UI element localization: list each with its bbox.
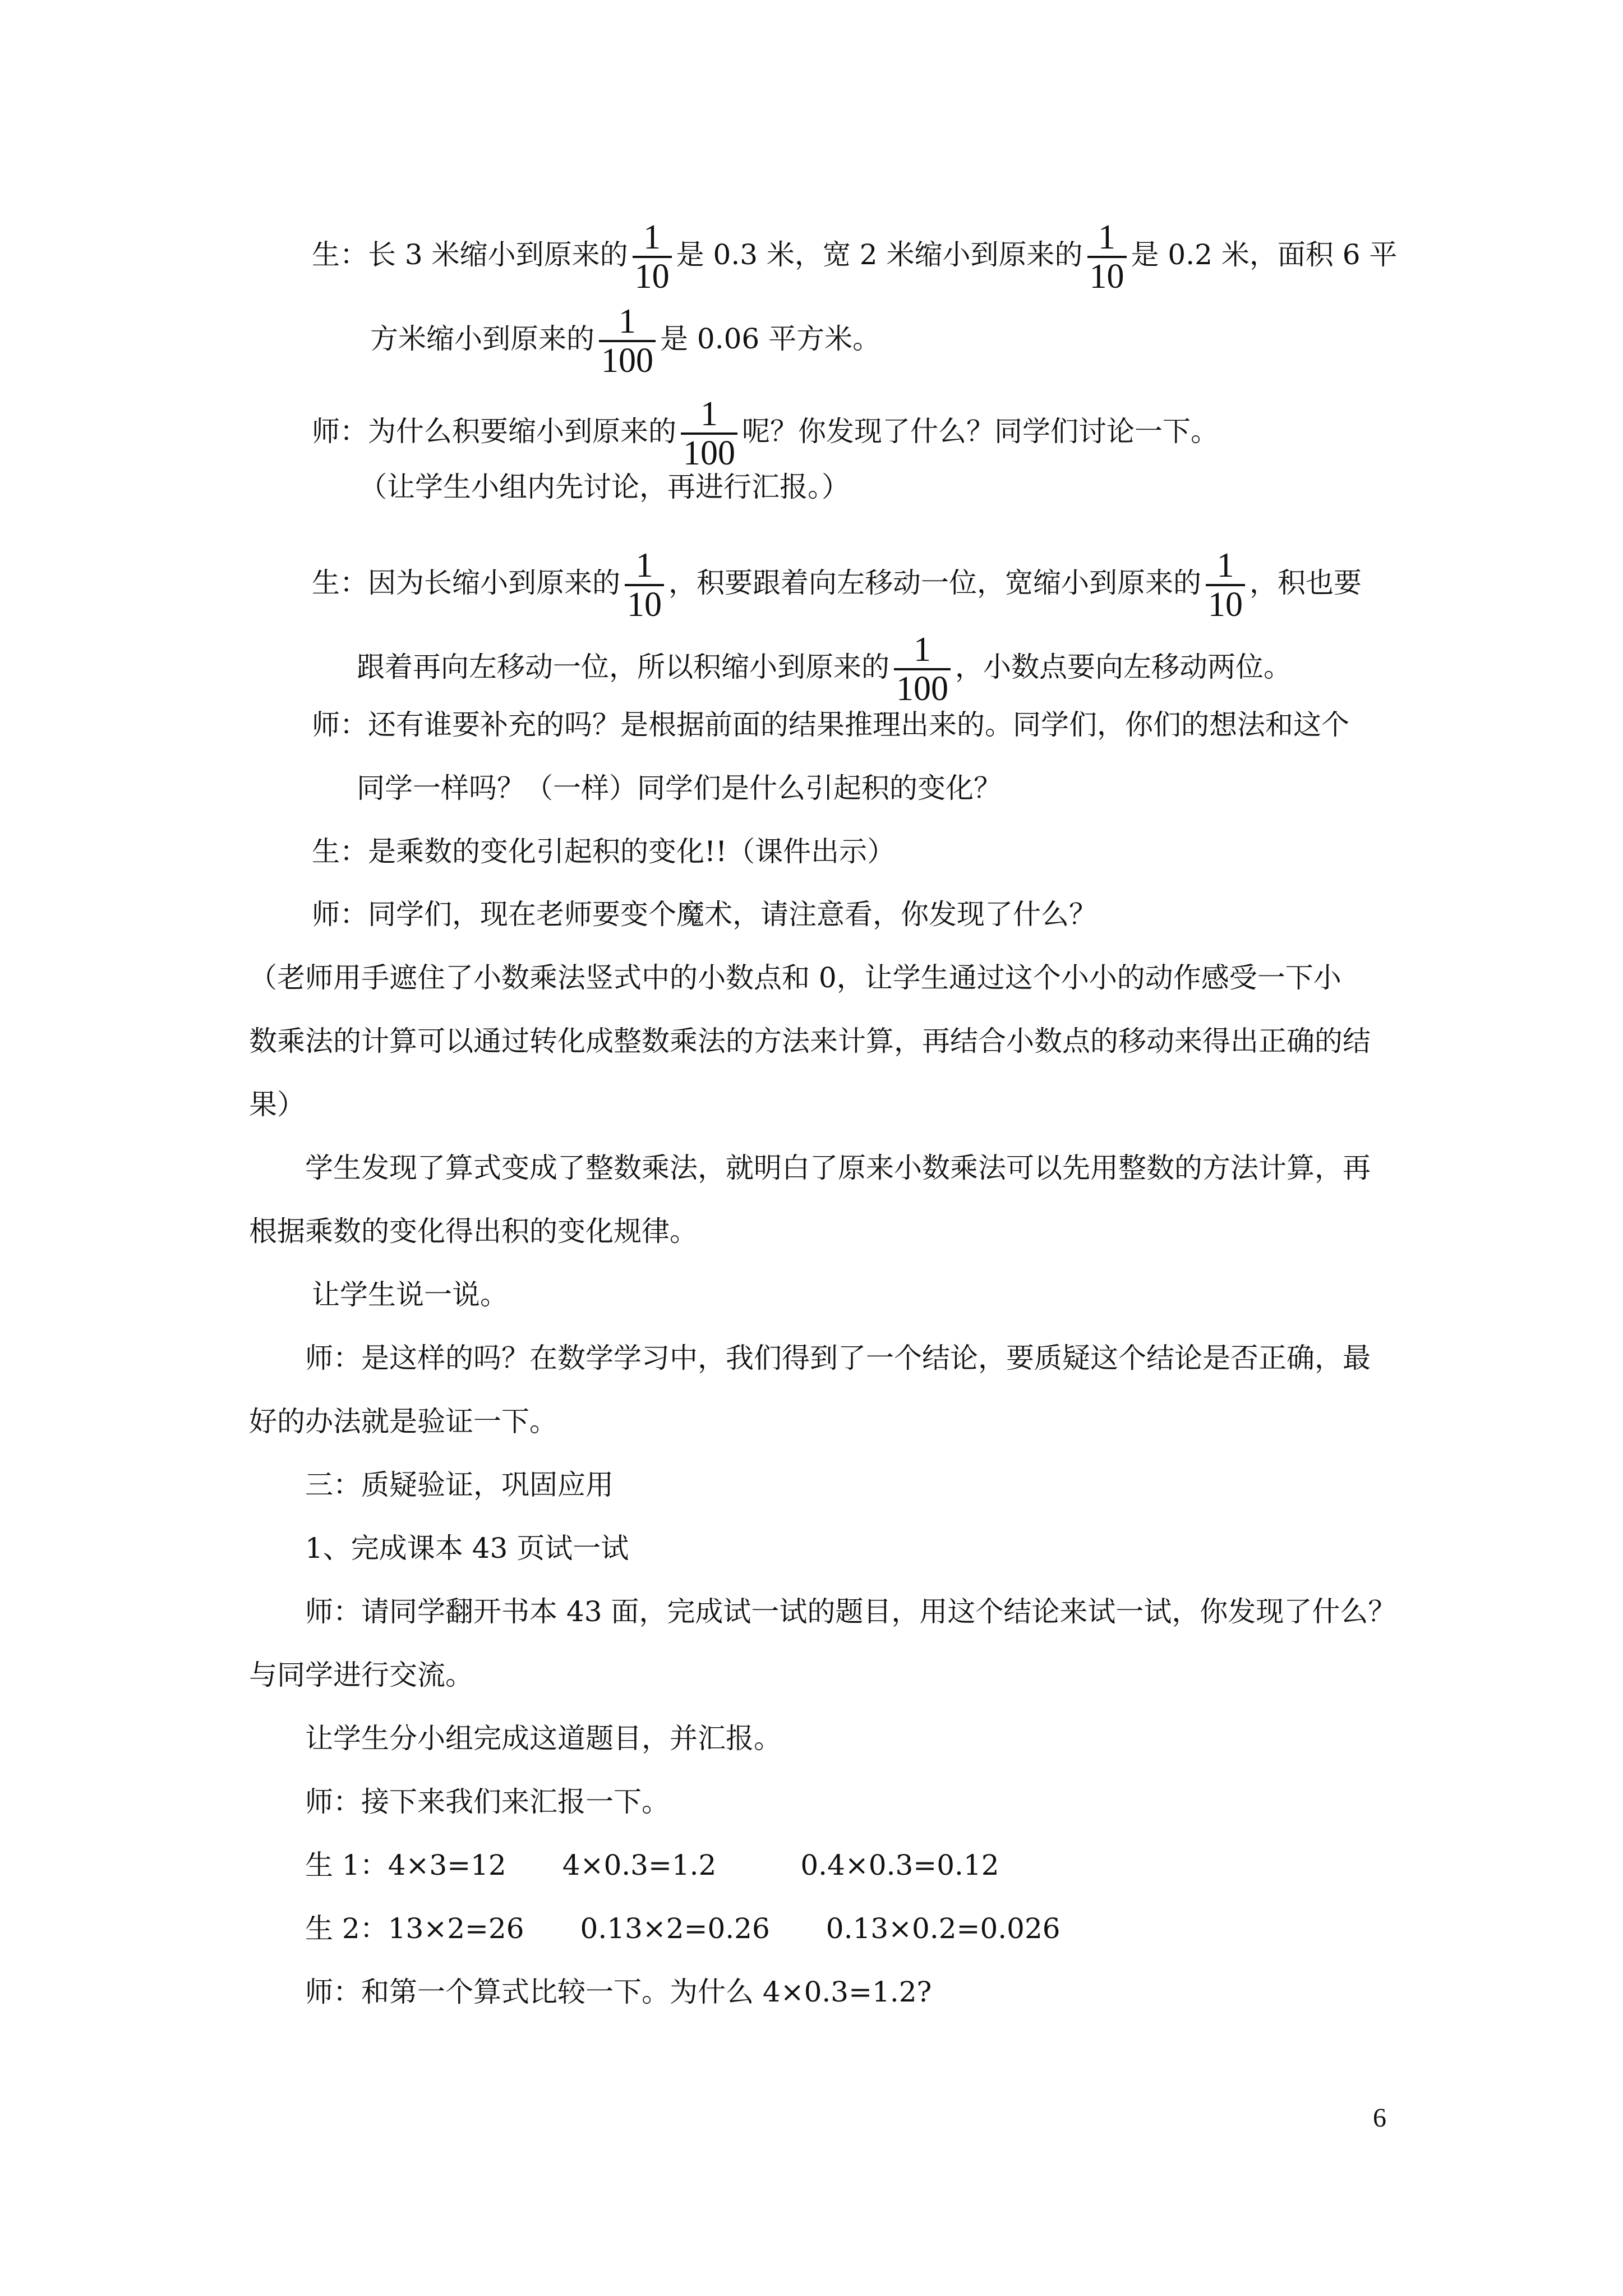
line-text: ，积也要 — [1249, 567, 1362, 599]
line-text: 师：接下来我们来汇报一下。 — [305, 1786, 670, 1818]
text-line — [312, 395, 1219, 472]
line-text: 生：长 3 米缩小到原来的 — [312, 238, 628, 271]
fraction: $\frac{1}{10}$ — [625, 547, 664, 623]
text-line — [357, 771, 1002, 805]
text-line — [249, 1024, 1371, 1058]
text-line — [305, 1785, 670, 1819]
line-text: 师：请同学翻开书本 43 面，完成试一试的题目，用这个结论来试一试，你发现了什么？ — [305, 1595, 1396, 1628]
line-text: 方米缩小到原来的 — [370, 323, 594, 355]
line-text: 师：还有谁要补充的吗？是根据前面的结果推理出来的。同学们，你们的想法和这个 — [312, 708, 1349, 741]
fraction: $\frac{1}{100}$ — [599, 303, 656, 379]
text-line — [305, 1468, 614, 1502]
line-text: 与同学进行交流。 — [249, 1659, 473, 1691]
line-text: 生 1：4×3=12 4×0.3=1.2 0.4×0.3=0.12 — [305, 1849, 999, 1881]
text-line — [305, 1975, 932, 2009]
line-text: 生 2：13×2=26 0.13×2=0.26 0.13×0.2=0.026 — [305, 1912, 1061, 1945]
text-line — [249, 1214, 698, 1248]
fraction: $\frac{1}{10}$ — [1206, 547, 1245, 623]
text-line — [312, 835, 895, 868]
text-line — [305, 1912, 1061, 1945]
text-line — [312, 708, 1349, 742]
line-text: 是 0.3 米，宽 2 米缩小到原来的 — [676, 238, 1083, 271]
line-text: 让学生分小组完成这道题目，并汇报。 — [305, 1722, 782, 1755]
line-text: 师：为什么积要缩小到原来的 — [312, 415, 676, 448]
text-line — [305, 1848, 999, 1882]
text-line — [312, 219, 1397, 295]
text-line — [249, 1088, 305, 1121]
line-text: 跟着再向左移动一位，所以积缩小到原来的 — [357, 651, 889, 683]
text-line — [312, 898, 1097, 931]
line-text: 师：是这样的吗？在数学学习中，我们得到了一个结论，要质疑这个结论是否正确，最 — [305, 1342, 1371, 1374]
text-line — [359, 470, 850, 504]
text-line — [249, 1405, 557, 1438]
line-text: ，积要跟着向左移动一位，宽缩小到原来的 — [668, 567, 1201, 599]
text-line — [312, 547, 1362, 623]
line-text: ，小数点要向左移动两位。 — [955, 651, 1292, 683]
line-text: 学生发现了算式变成了整数乘法，就明白了原来小数乘法可以先用整数的方法计算，再 — [305, 1152, 1371, 1184]
line-text: 生：是乘数的变化引起积的变化!!（课件出示） — [312, 835, 896, 868]
text-line — [357, 631, 1292, 707]
line-text: 生：因为长缩小到原来的 — [312, 567, 620, 599]
text-line — [249, 1658, 473, 1692]
fraction: $\frac{1}{10}$ — [1087, 219, 1127, 295]
text-line — [249, 961, 1341, 995]
fraction: $\frac{1}{10}$ — [633, 219, 672, 295]
text-line — [305, 1531, 629, 1565]
text-line — [305, 1595, 1396, 1628]
line-text: 同学一样吗？（一样）同学们是什么引起积的变化？ — [357, 772, 1002, 804]
page-number: 6 — [1373, 2103, 1386, 2133]
line-text: 让学生说一说。 — [312, 1278, 508, 1311]
line-text: 1、完成课本 43 页试一试 — [305, 1532, 629, 1565]
line-text: 果） — [249, 1088, 305, 1121]
text-line — [305, 1341, 1371, 1375]
line-text: 师：同学们，现在老师要变个魔术，请注意看，你发现了什么？ — [312, 898, 1097, 931]
line-text: 根据乘数的变化得出积的变化规律。 — [249, 1215, 698, 1248]
line-text: 呢？你发现了什么？同学们讨论一下。 — [742, 415, 1219, 448]
line-text: （老师用手遮住了小数乘法竖式中的小数点和 0，让学生通过这个小小的动作感受一下小 — [249, 961, 1341, 994]
text-line — [370, 303, 880, 379]
line-text: 师：和第一个算式比较一下。为什么 4×0.3=1.2? — [305, 1976, 932, 2008]
line-text: 数乘法的计算可以通过转化成整数乘法的方法来计算，再结合小数点的移动来得出正确的结 — [249, 1025, 1371, 1057]
fraction: $\frac{1}{100}$ — [681, 395, 737, 472]
text-line — [312, 1278, 508, 1312]
line-text: 好的办法就是验证一下。 — [249, 1405, 557, 1438]
text-line — [305, 1722, 782, 1755]
line-text: （让学生小组内先讨论，再进行汇报。） — [359, 471, 850, 503]
line-text: 是 0.06 平方米。 — [660, 323, 881, 355]
line-text: 三：质疑验证，巩固应用 — [305, 1469, 614, 1501]
fraction: $\frac{1}{100}$ — [894, 631, 951, 707]
line-text: 是 0.2 米，面积 6 平 — [1131, 238, 1398, 271]
text-line — [305, 1151, 1371, 1185]
